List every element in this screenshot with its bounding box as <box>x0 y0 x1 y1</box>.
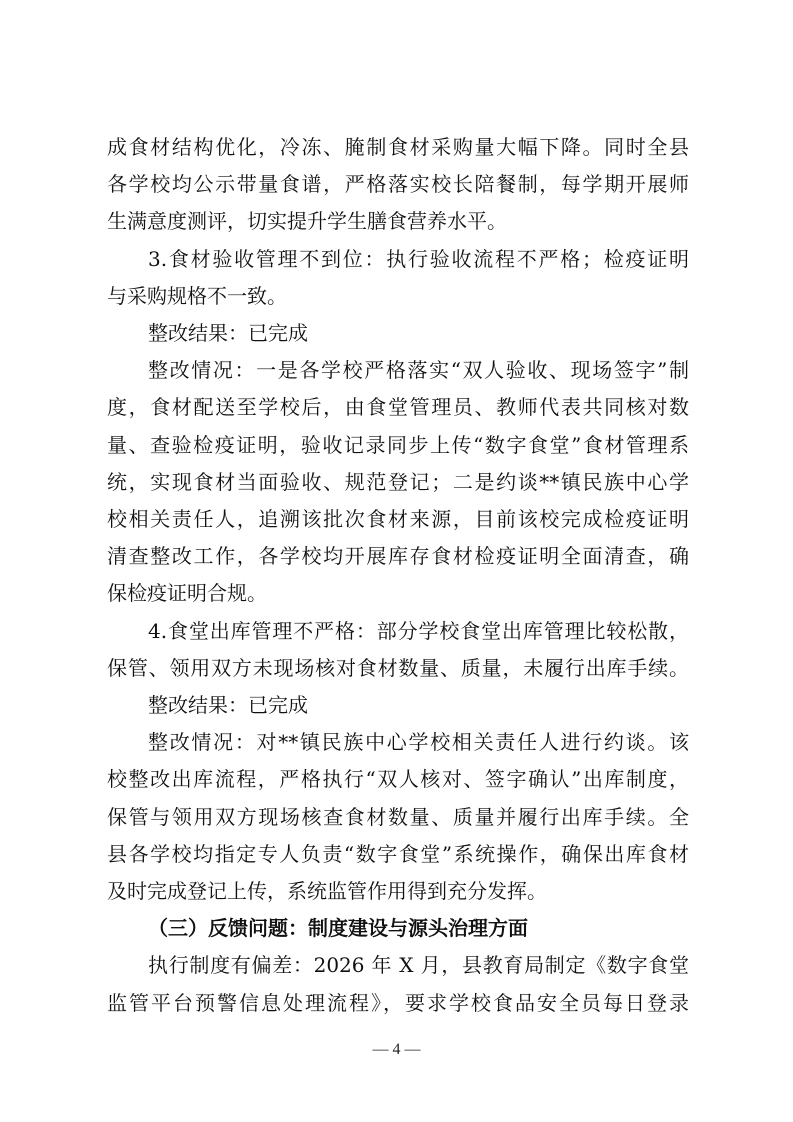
text-line: 各学校均公示带量食谱，严格落实校长陪餐制，每学期开展师 <box>107 172 689 197</box>
text-line: 保管、领用双方未现场核对食材数量、质量，未履行出库手续。 <box>107 655 689 680</box>
text-line: 整改结果：已完成 <box>148 693 308 718</box>
text-line: 成食材结构优化，冷冻、腌制食材采购量大幅下降。同时全县 <box>107 135 689 159</box>
text-line: 监管平台预警信息处理流程》，要求学校食品安全员每日登录 <box>107 990 689 1015</box>
text-line: 4.食堂出库管理不严格：部分学校食堂出库管理比较松散， <box>148 618 689 643</box>
document-body <box>107 129 689 1022</box>
text-line: 清查整改工作，各学校均开展库存食材检疫证明全面清查，确 <box>107 544 689 569</box>
section-heading: （三）反馈问题：制度建设与源头治理方面 <box>148 916 528 941</box>
text-line: 生满意度测评，切实提升学生膳食营养水平。 <box>107 209 507 234</box>
text-line: 整改情况：一是各学校严格落实“双人验收、现场签字”制 <box>148 358 689 383</box>
text-line: 县各学校均指定专人负责“数字食堂”系统操作，确保出库食材 <box>107 841 689 866</box>
text-line: 保管与领用双方现场核查食材数量、质量并履行出库手续。全 <box>107 804 689 829</box>
text-line: 整改结果：已完成 <box>148 321 308 346</box>
text-line: 及时完成登记上传，系统监管作用得到充分发挥。 <box>107 879 547 904</box>
text-line: 执行制度有偏差：2026 年 X 月，县教育局制定《数字食堂 <box>148 953 689 978</box>
text-line: 3.食材验收管理不到位：执行验收流程不严格；检疫证明 <box>148 246 689 271</box>
text-line: 整改情况：对**镇民族中心学校相关责任人进行约谈。该 <box>148 730 689 755</box>
text-line: 与采购规格不一致。 <box>107 283 287 308</box>
text-line: 保检疫证明合规。 <box>107 581 267 606</box>
text-line: 校相关责任人，追溯该批次食材来源，目前该校完成检疫证明 <box>107 507 689 532</box>
text-line: 统，实现食材当面验收、规范登记；二是约谈**镇民族中心学 <box>107 469 689 494</box>
text-line: 度，食材配送至学校后，由食堂管理员、教师代表共同核对数 <box>107 395 689 420</box>
page-number: — 4 — <box>372 1041 421 1058</box>
text-line: 量、查验检疫证明，验收记录同步上传“数字食堂”食材管理系 <box>107 432 689 457</box>
text-line: 校整改出库流程，严格执行“双人核对、签字确认”出库制度， <box>107 767 689 792</box>
